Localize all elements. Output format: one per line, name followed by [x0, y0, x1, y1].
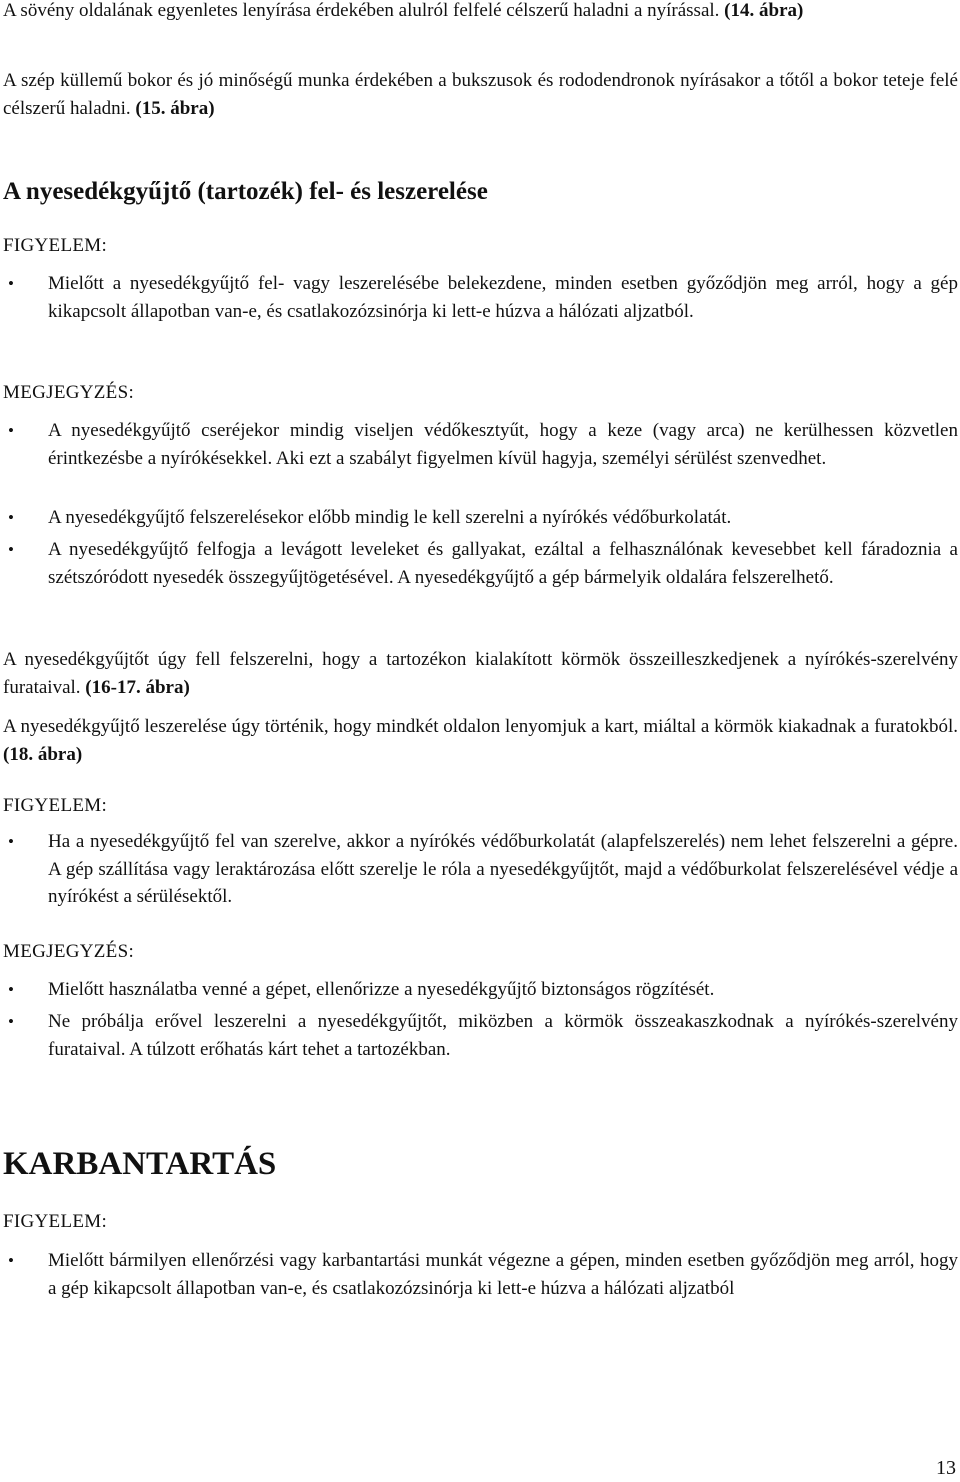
bullet-text: A nyesedékgyűjtő felfogja a levágott leveleket és gallyakat, ezáltal a felhasználónak kevesebbet kell fáradoznia a szétszóródott nyesedék összegyűjtögetésével. A nyesedékgyűjtő a gép bármelyik oldalára felszerelhető.: [48, 539, 958, 588]
warning-label-1: FIGYELEM:: [3, 235, 108, 256]
warning-label-3: FIGYELEM:: [3, 1211, 108, 1232]
page-number: 13: [936, 1457, 956, 1479]
intro-paragraph-1: [3, 0, 958, 25]
figure-ref-15: (15. ábra): [135, 97, 215, 119]
note-label-1: MEGJEGYZÉS:: [3, 382, 135, 403]
figure-ref-18: (18. ábra): [3, 743, 83, 765]
section-heading-maintenance: KARBANTARTÁS: [3, 1146, 277, 1182]
mounting-paragraph-text: A nyesedékgyűjtőt úgy fell felszerelni, hogy a tartozékon kialakított körmök összeilleszkedjenek a nyírókés-szerelvény furataival.: [3, 649, 958, 698]
bullet-text: Ha a nyesedékgyűjtő fel van szerelve, akkor a nyírókés védőburkolatát (alapfelszerelés) nem lehet felszerelni a gépre. A gép szállítása vagy leraktározása előtt szerelje le róla a nyesedékgyűjtőt, majd a védőburkolat felszerelésével védje a nyírókést a sérülésektől.: [48, 831, 958, 907]
figure-ref-14: (14. ábra): [724, 0, 804, 21]
bullet-item: [3, 504, 958, 532]
bullet-item: [3, 536, 958, 591]
figure-ref-16-17: (16-17. ábra): [85, 676, 190, 698]
bullet-icon: •: [8, 508, 14, 527]
bullet-icon: •: [8, 421, 14, 440]
bullet-text: Mielőtt használatba venné a gépet, ellenőrizze a nyesedékgyűjtő biztonságos rögzítését.: [48, 979, 715, 1000]
bullet-text: A nyesedékgyűjtő felszerelésekor előbb mindig le kell szerelni a nyírókés védőburkolatát.: [48, 507, 732, 528]
bullet-icon: •: [8, 832, 14, 851]
mounting-paragraph: [3, 646, 958, 701]
bullet-icon: •: [8, 980, 14, 999]
bullet-icon: •: [8, 274, 14, 293]
removal-paragraph: [3, 713, 958, 768]
bullet-item: [3, 976, 958, 1004]
bullet-icon: •: [8, 1012, 14, 1031]
bullet-item: [3, 270, 958, 325]
intro-paragraph-2-text: A szép küllemű bokor és jó minőségű munka érdekében a bukszusok és rododendronok nyírásakor a tőtől a bokor teteje felé célszerű haladni.: [3, 70, 958, 119]
note-label-2: MEGJEGYZÉS:: [3, 941, 135, 962]
removal-paragraph-text: A nyesedékgyűjtő leszerelése úgy történik, hogy mindkét oldalon lenyomjuk a kart, miáltal a körmök kiakadnak a furatokból.: [3, 716, 958, 737]
section-heading-collector: A nyesedékgyűjtő (tartozék) fel- és leszerelése: [3, 178, 488, 205]
intro-paragraph-2: [3, 67, 958, 122]
bullet-item: [3, 417, 958, 472]
bullet-text: Mielőtt bármilyen ellenőrzési vagy karbantartási munkát végezne a gépen, minden esetben győződjön meg arról, hogy a gép kikapcsolt állapotban van-e, és csatlakozózsinórja ki lett-e húzva a hálózati aljzatból: [48, 1250, 958, 1299]
bullet-item: [3, 828, 958, 911]
bullet-text: Ne próbálja erővel leszerelni a nyesedékgyűjtőt, miközben a körmök összeakaszkodnak a nyírókés-szerelvény furataival. A túlzott erőhatás kárt tehet a tartozékban.: [48, 1011, 958, 1060]
bullet-item: [3, 1247, 958, 1302]
bullet-text: A nyesedékgyűjtő cseréjekor mindig viseljen védőkesztyűt, hogy a keze (vagy arca) ne kerülhessen közvetlen érintkezésbe a nyírókésekkel. Aki ezt a szabályt figyelmen kívül hagyja, személyi sérülést szenvedhet.: [48, 420, 958, 469]
bullet-text: Mielőtt a nyesedékgyűjtő fel- vagy leszerelésébe belekezdene, minden esetben győződjön meg arról, hogy a gép kikapcsolt állapotban van-e, és csatlakozózsinórja ki lett-e húzva a hálózati aljzatból.: [48, 273, 958, 322]
bullet-icon: •: [8, 1251, 14, 1270]
bullet-icon: •: [8, 540, 14, 559]
bullet-item: [3, 1008, 958, 1063]
intro-paragraph-1-text: A sövény oldalának egyenletes lenyírása érdekében alulról felfelé célszerű haladni a nyírással.: [3, 0, 725, 21]
warning-label-2: FIGYELEM:: [3, 795, 108, 816]
